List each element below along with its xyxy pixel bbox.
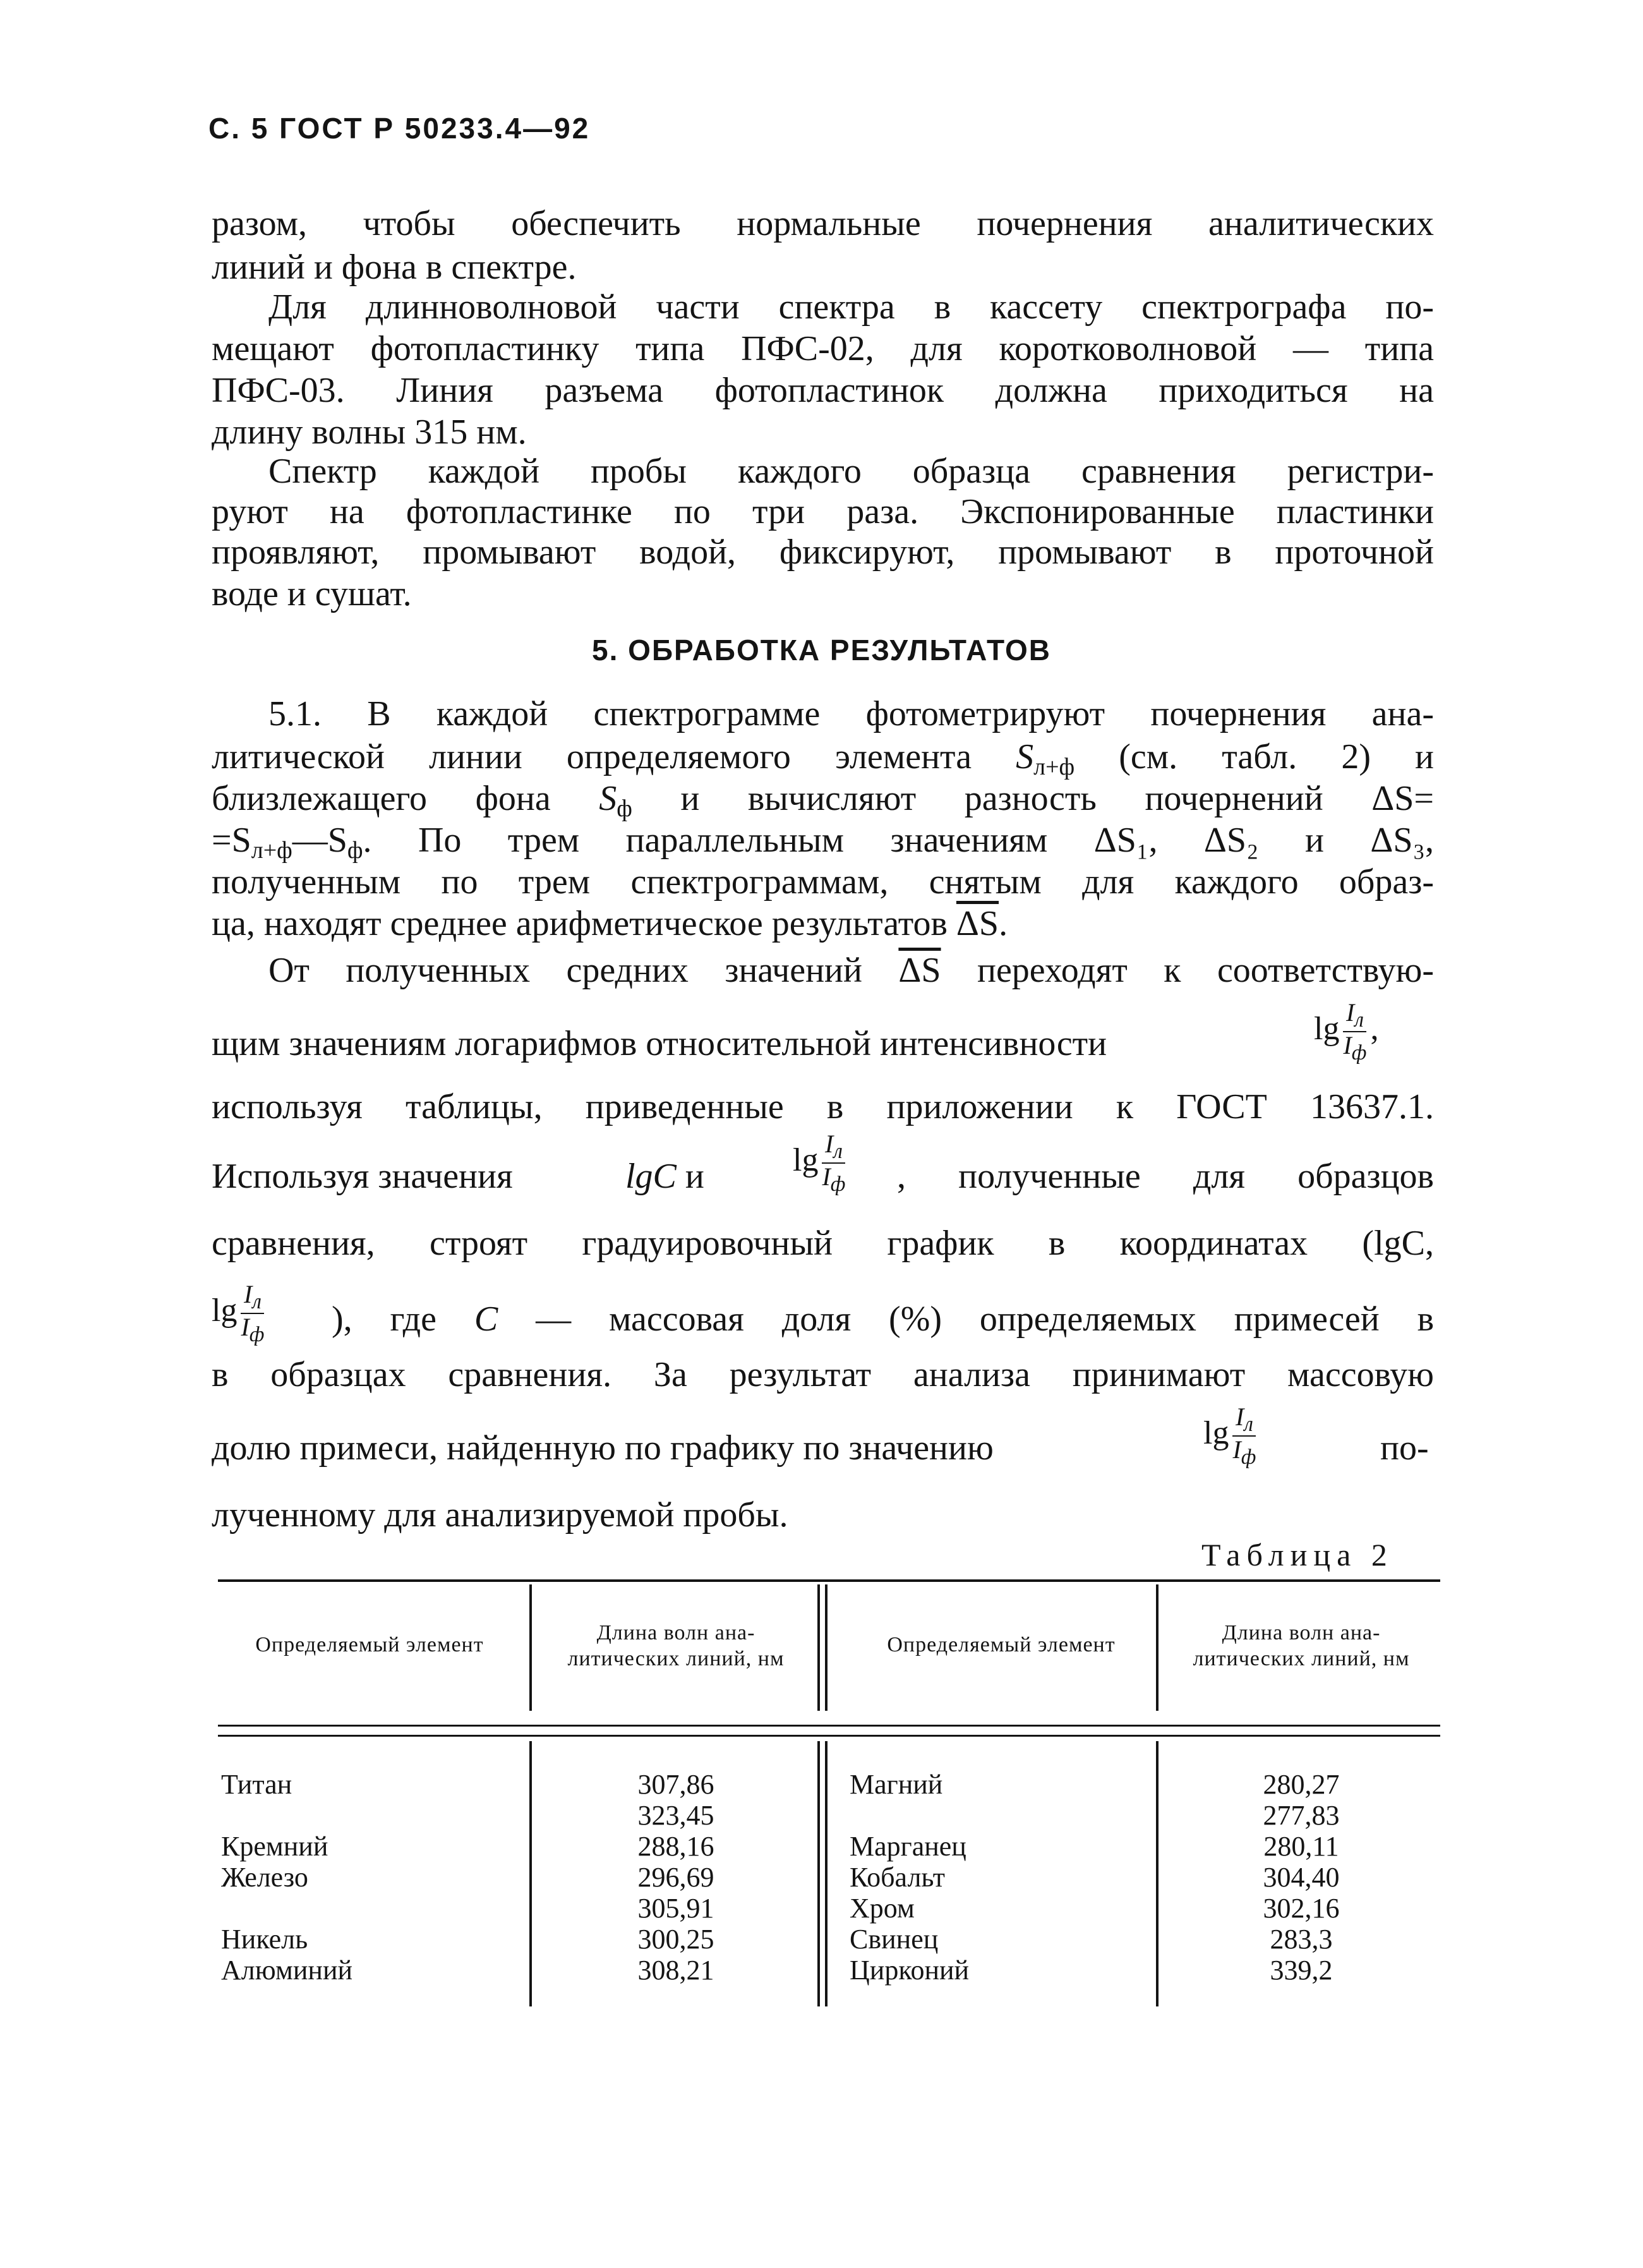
text-line: линий и фона в спектре. [212,248,577,287]
column-header: Определяемый элемент [887,1633,1116,1656]
column-divider [825,1741,828,2006]
table-caption: Таблица 2 [1201,1537,1393,1572]
text-line: руют на фотопластинке по три раза. Экспонированные пластинки [212,492,1434,531]
text-line: ПФС-03. Линия разъема фотопластинок должна приходиться на [212,371,1434,410]
column-header: Определяемый элемент [255,1633,484,1656]
table-top-rule [218,1579,1440,1582]
column-header: Длина волн ана-литических линий, нм [1193,1621,1410,1670]
column-divider [1156,1584,1159,1711]
text-line: мещают фотопластинку типа ПФС-02, для коротковолновой — типа [212,329,1434,368]
text-line: ца, находят среднее арифметическое результатов $\overline{\Delta S}$. [212,904,1008,943]
log-ratio-formula: lg $\frac{I_л}{I_ф}$ [212,1280,265,1346]
column-divider [817,1584,820,1711]
table-cell-elements: Титан Кремний Железо Никель Алюминий [221,1769,353,1986]
text-line: проявляют, промывают водой, фиксируют, промывают в проточной [212,533,1434,572]
table-header-rule [218,1725,1440,1727]
text-line: lgC и [625,1157,704,1196]
page-header: С. 5 ГОСТ Р 50233.4—92 [208,112,591,145]
text-line: используя таблицы, приведенные в приложении к ГОСТ 13637.1. [212,1087,1434,1126]
table-cell-values: 307,86 323,45 288,16 296,69 305,91 300,25 308,21 [637,1769,714,1986]
column-divider [825,1584,828,1711]
text-line: щим значениям логарифмов относительной интенсивности [212,1024,1107,1063]
text-line: От полученных средних значений $\overline{\Delta S}$ переходят к соответствую- [268,951,1434,990]
text-line: Спектр каждой пробы каждого образца сравнения регистри- [268,452,1434,491]
column-divider [529,1741,532,2006]
log-ratio-formula: lg $\frac{I_л}{I_ф}$ [793,1130,846,1196]
column-divider [817,1741,820,2006]
text-line: близлежащего фона $S_ф$ и вычисляют разность почернений ΔS= [212,779,1434,822]
text-line: разом, чтобы обеспечить нормальные почернения аналитических [212,204,1434,243]
text-line: $=S_{л+ф}—S_ф$. По трем параллельным значениям ΔS₁, ΔS₂ и ΔS₃, [212,821,1434,864]
text-line: Используя значения [212,1157,513,1196]
text-line: воде и сушат. [212,574,412,613]
column-divider [529,1584,532,1711]
text-line: ), где C — массовая доля (%) определяемых примесей в [332,1300,1435,1339]
text-line: по- [1380,1428,1429,1468]
log-ratio-formula: lg $\frac{I_л}{I_ф}$ [1203,1402,1256,1469]
text-line: в образцах сравнения. За результат анализа принимают массовую [212,1355,1434,1394]
column-header: Длина волн ана-литических линий, нм [567,1621,785,1670]
text-line: Для длинноволновой части спектра в кассету спектрографа по- [268,287,1434,327]
text-line: сравнения, строят градуировочный график в координатах (lgC, [212,1224,1434,1263]
text-line: длину волны 315 нм. [212,413,527,452]
table-header-rule [218,1735,1440,1737]
section-title: 5. ОБРАБОТКА РЕЗУЛЬТАТОВ [592,634,1051,667]
log-ratio-formula: lg $\frac{I_л}{I_ф}$ , [1314,998,1379,1065]
table-cell-values: 280,27 277,83 280,11 304,40 302,16 283,3 339,2 [1263,1769,1340,1986]
text-line: полученным по трем спектрограммам, снятым для каждого образ- [212,862,1434,902]
text-line: долю примеси, найденную по графику по значению [212,1428,994,1468]
text-line: , полученные для образцов [897,1157,1434,1196]
text-line: лученному для анализируемой пробы. [212,1495,788,1535]
column-divider [1156,1741,1159,2006]
text-line: литической линии определяемого элемента $S_{л+ф}$ (см. табл. 2) и [212,737,1434,780]
table-cell-elements: Магний Марганец Кобальт Хром Свинец Цирконий [850,1769,970,1986]
text-line: 5.1. В каждой спектрограмме фотометрируют почернения ана- [268,694,1434,733]
